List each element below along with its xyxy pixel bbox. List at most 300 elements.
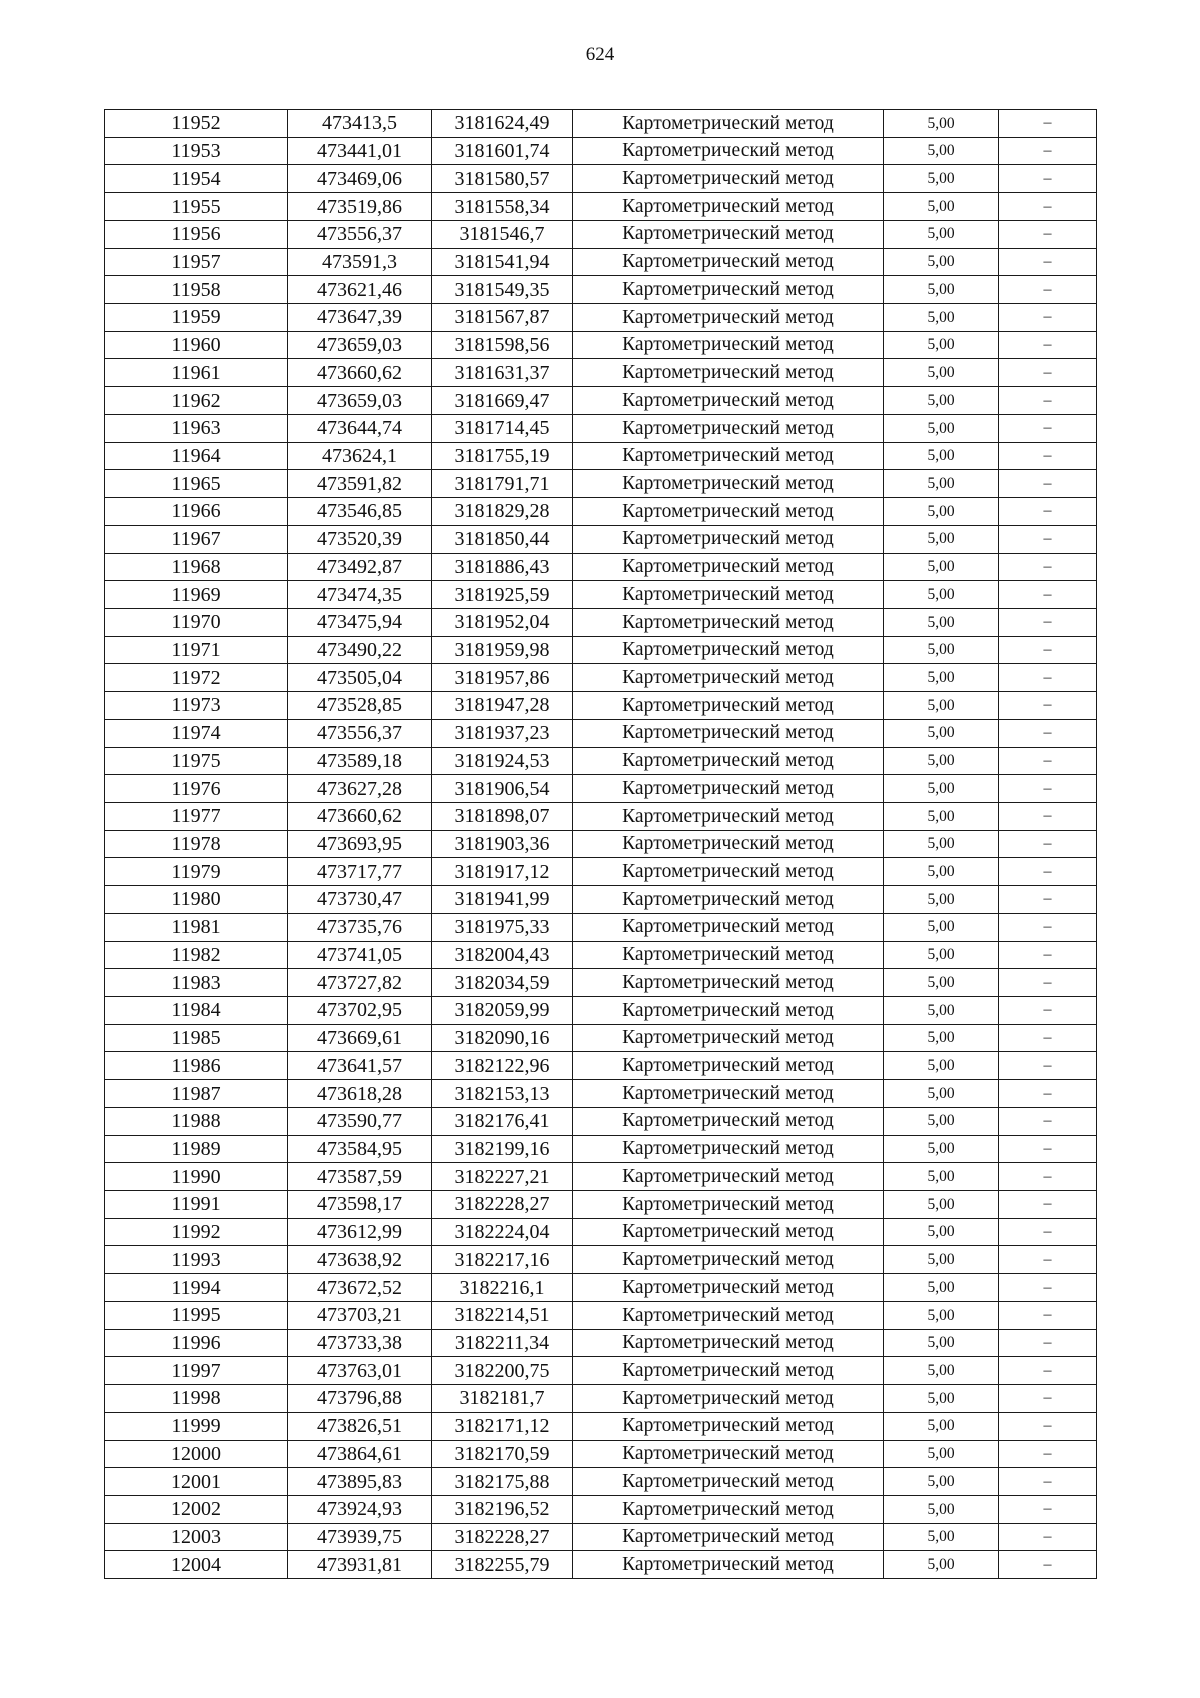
point-number-cell: 11990: [105, 1163, 288, 1191]
note-cell: –: [999, 941, 1097, 969]
accuracy-cell: 5,00: [884, 802, 999, 830]
y-coordinate-cell: 3182228,27: [432, 1523, 573, 1551]
y-coordinate-cell: 3181755,19: [432, 442, 573, 470]
point-number-cell: 11960: [105, 331, 288, 359]
accuracy-cell: 5,00: [884, 553, 999, 581]
accuracy-cell: 5,00: [884, 692, 999, 720]
method-cell: Картометрический метод: [573, 747, 884, 775]
method-cell: Картометрический метод: [573, 1218, 884, 1246]
method-cell: Картометрический метод: [573, 193, 884, 221]
y-coordinate-cell: 3181952,04: [432, 608, 573, 636]
point-number-cell: 11984: [105, 997, 288, 1025]
note-cell: –: [999, 1357, 1097, 1385]
table-row: [105, 276, 1097, 304]
method-cell: Картометрический метод: [573, 304, 884, 332]
accuracy-cell: 5,00: [884, 886, 999, 914]
note-cell: –: [999, 1385, 1097, 1413]
y-coordinate-cell: 3182170,59: [432, 1440, 573, 1468]
table-row: [105, 553, 1097, 581]
accuracy-cell: 5,00: [884, 1135, 999, 1163]
method-cell: Картометрический метод: [573, 1357, 884, 1385]
x-coordinate-cell: 473924,93: [288, 1495, 432, 1523]
x-coordinate-cell: 473591,3: [288, 248, 432, 276]
y-coordinate-cell: 3182255,79: [432, 1551, 573, 1579]
y-coordinate-cell: 3181925,59: [432, 581, 573, 609]
table-row: [105, 830, 1097, 858]
method-cell: Картометрический метод: [573, 110, 884, 138]
note-cell: –: [999, 304, 1097, 332]
x-coordinate-cell: 473703,21: [288, 1301, 432, 1329]
table-row: [105, 1107, 1097, 1135]
accuracy-cell: 5,00: [884, 525, 999, 553]
accuracy-cell: 5,00: [884, 1329, 999, 1357]
x-coordinate-cell: 473641,57: [288, 1052, 432, 1080]
y-coordinate-cell: 3181886,43: [432, 553, 573, 581]
x-coordinate-cell: 473556,37: [288, 220, 432, 248]
note-cell: –: [999, 1551, 1097, 1579]
x-coordinate-cell: 473826,51: [288, 1412, 432, 1440]
method-cell: Картометрический метод: [573, 331, 884, 359]
y-coordinate-cell: 3181624,49: [432, 110, 573, 138]
table-row: [105, 1246, 1097, 1274]
note-cell: –: [999, 802, 1097, 830]
table-row: [105, 165, 1097, 193]
point-number-cell: 11973: [105, 692, 288, 720]
y-coordinate-cell: 3182227,21: [432, 1163, 573, 1191]
x-coordinate-cell: 473895,83: [288, 1468, 432, 1496]
y-coordinate-cell: 3181541,94: [432, 248, 573, 276]
x-coordinate-cell: 473621,46: [288, 276, 432, 304]
accuracy-cell: 5,00: [884, 581, 999, 609]
x-coordinate-cell: 473475,94: [288, 608, 432, 636]
table-row: [105, 525, 1097, 553]
table-row: [105, 1052, 1097, 1080]
accuracy-cell: 5,00: [884, 1024, 999, 1052]
table-row: [105, 719, 1097, 747]
note-cell: –: [999, 359, 1097, 387]
point-number-cell: 11957: [105, 248, 288, 276]
x-coordinate-cell: 473591,82: [288, 470, 432, 498]
x-coordinate-cell: 473660,62: [288, 359, 432, 387]
method-cell: Картометрический метод: [573, 775, 884, 803]
accuracy-cell: 5,00: [884, 1274, 999, 1302]
method-cell: Картометрический метод: [573, 886, 884, 914]
accuracy-cell: 5,00: [884, 387, 999, 415]
x-coordinate-cell: 473590,77: [288, 1107, 432, 1135]
table-row: [105, 1301, 1097, 1329]
note-cell: –: [999, 775, 1097, 803]
accuracy-cell: 5,00: [884, 248, 999, 276]
point-number-cell: 12000: [105, 1440, 288, 1468]
table-row: [105, 913, 1097, 941]
y-coordinate-cell: 3182199,16: [432, 1135, 573, 1163]
y-coordinate-cell: 3181601,74: [432, 137, 573, 165]
point-number-cell: 11964: [105, 442, 288, 470]
point-number-cell: 11974: [105, 719, 288, 747]
table-row: [105, 802, 1097, 830]
accuracy-cell: 5,00: [884, 276, 999, 304]
method-cell: Картометрический метод: [573, 1468, 884, 1496]
method-cell: Картометрический метод: [573, 1412, 884, 1440]
method-cell: Картометрический метод: [573, 1024, 884, 1052]
table-row: [105, 886, 1097, 914]
table-row: [105, 608, 1097, 636]
point-number-cell: 11966: [105, 498, 288, 526]
note-cell: –: [999, 165, 1097, 193]
accuracy-cell: 5,00: [884, 193, 999, 221]
table-row: [105, 1135, 1097, 1163]
accuracy-cell: 5,00: [884, 1440, 999, 1468]
accuracy-cell: 5,00: [884, 110, 999, 138]
table-row: [105, 1163, 1097, 1191]
point-number-cell: 11954: [105, 165, 288, 193]
point-number-cell: 11971: [105, 636, 288, 664]
y-coordinate-cell: 3182216,1: [432, 1274, 573, 1302]
note-cell: –: [999, 636, 1097, 664]
table-body: [105, 110, 1097, 1579]
table-row: [105, 220, 1097, 248]
note-cell: –: [999, 1246, 1097, 1274]
table-row: [105, 692, 1097, 720]
note-cell: –: [999, 553, 1097, 581]
x-coordinate-cell: 473763,01: [288, 1357, 432, 1385]
method-cell: Картометрический метод: [573, 1440, 884, 1468]
table-row: [105, 1274, 1097, 1302]
method-cell: Картометрический метод: [573, 1495, 884, 1523]
x-coordinate-cell: 473618,28: [288, 1080, 432, 1108]
y-coordinate-cell: 3181941,99: [432, 886, 573, 914]
y-coordinate-cell: 3181947,28: [432, 692, 573, 720]
note-cell: –: [999, 1440, 1097, 1468]
x-coordinate-cell: 473587,59: [288, 1163, 432, 1191]
note-cell: –: [999, 1218, 1097, 1246]
table-row: [105, 387, 1097, 415]
table-row: [105, 304, 1097, 332]
x-coordinate-cell: 473519,86: [288, 193, 432, 221]
table-row: [105, 1357, 1097, 1385]
note-cell: –: [999, 331, 1097, 359]
accuracy-cell: 5,00: [884, 1357, 999, 1385]
x-coordinate-cell: 473730,47: [288, 886, 432, 914]
point-number-cell: 12001: [105, 1468, 288, 1496]
accuracy-cell: 5,00: [884, 1052, 999, 1080]
method-cell: Картометрический метод: [573, 1301, 884, 1329]
note-cell: –: [999, 1107, 1097, 1135]
method-cell: Картометрический метод: [573, 137, 884, 165]
method-cell: Картометрический метод: [573, 1551, 884, 1579]
point-number-cell: 11968: [105, 553, 288, 581]
table-row: [105, 747, 1097, 775]
y-coordinate-cell: 3181906,54: [432, 775, 573, 803]
note-cell: –: [999, 1523, 1097, 1551]
point-number-cell: 11962: [105, 387, 288, 415]
x-coordinate-cell: 473589,18: [288, 747, 432, 775]
point-number-cell: 12003: [105, 1523, 288, 1551]
method-cell: Картометрический метод: [573, 581, 884, 609]
y-coordinate-cell: 3182004,43: [432, 941, 573, 969]
point-number-cell: 11959: [105, 304, 288, 332]
x-coordinate-cell: 473469,06: [288, 165, 432, 193]
note-cell: –: [999, 1468, 1097, 1496]
y-coordinate-cell: 3182214,51: [432, 1301, 573, 1329]
point-number-cell: 11995: [105, 1301, 288, 1329]
x-coordinate-cell: 473727,82: [288, 969, 432, 997]
accuracy-cell: 5,00: [884, 747, 999, 775]
table-row: [105, 1191, 1097, 1219]
table-row: [105, 858, 1097, 886]
table-row: [105, 664, 1097, 692]
table-row: [105, 414, 1097, 442]
accuracy-cell: 5,00: [884, 636, 999, 664]
point-number-cell: 11999: [105, 1412, 288, 1440]
table-row: [105, 1412, 1097, 1440]
x-coordinate-cell: 473627,28: [288, 775, 432, 803]
x-coordinate-cell: 473441,01: [288, 137, 432, 165]
y-coordinate-cell: 3181829,28: [432, 498, 573, 526]
accuracy-cell: 5,00: [884, 1191, 999, 1219]
x-coordinate-cell: 473598,17: [288, 1191, 432, 1219]
point-number-cell: 11970: [105, 608, 288, 636]
x-coordinate-cell: 473660,62: [288, 802, 432, 830]
accuracy-cell: 5,00: [884, 1080, 999, 1108]
method-cell: Картометрический метод: [573, 969, 884, 997]
accuracy-cell: 5,00: [884, 1301, 999, 1329]
accuracy-cell: 5,00: [884, 1523, 999, 1551]
x-coordinate-cell: 473693,95: [288, 830, 432, 858]
accuracy-cell: 5,00: [884, 1412, 999, 1440]
point-number-cell: 11952: [105, 110, 288, 138]
y-coordinate-cell: 3182090,16: [432, 1024, 573, 1052]
accuracy-cell: 5,00: [884, 137, 999, 165]
note-cell: –: [999, 1495, 1097, 1523]
point-number-cell: 11986: [105, 1052, 288, 1080]
method-cell: Картометрический метод: [573, 498, 884, 526]
note-cell: –: [999, 858, 1097, 886]
accuracy-cell: 5,00: [884, 1385, 999, 1413]
point-number-cell: 11997: [105, 1357, 288, 1385]
y-coordinate-cell: 3182059,99: [432, 997, 573, 1025]
note-cell: –: [999, 1052, 1097, 1080]
y-coordinate-cell: 3182034,59: [432, 969, 573, 997]
point-number-cell: 11982: [105, 941, 288, 969]
x-coordinate-cell: 473702,95: [288, 997, 432, 1025]
x-coordinate-cell: 473647,39: [288, 304, 432, 332]
point-number-cell: 11967: [105, 525, 288, 553]
x-coordinate-cell: 473505,04: [288, 664, 432, 692]
table-row: [105, 997, 1097, 1025]
note-cell: –: [999, 1301, 1097, 1329]
accuracy-cell: 5,00: [884, 858, 999, 886]
method-cell: Картометрический метод: [573, 414, 884, 442]
method-cell: Картометрический метод: [573, 941, 884, 969]
table-row: [105, 1468, 1097, 1496]
point-number-cell: 11987: [105, 1080, 288, 1108]
point-number-cell: 11975: [105, 747, 288, 775]
y-coordinate-cell: 3182122,96: [432, 1052, 573, 1080]
accuracy-cell: 5,00: [884, 1495, 999, 1523]
method-cell: Картометрический метод: [573, 220, 884, 248]
x-coordinate-cell: 473528,85: [288, 692, 432, 720]
table-row: [105, 1523, 1097, 1551]
x-coordinate-cell: 473490,22: [288, 636, 432, 664]
note-cell: –: [999, 137, 1097, 165]
y-coordinate-cell: 3181580,57: [432, 165, 573, 193]
table-row: [105, 775, 1097, 803]
y-coordinate-cell: 3181631,37: [432, 359, 573, 387]
method-cell: Картометрический метод: [573, 1246, 884, 1274]
method-cell: Картометрический метод: [573, 1080, 884, 1108]
accuracy-cell: 5,00: [884, 359, 999, 387]
method-cell: Картометрический метод: [573, 1163, 884, 1191]
method-cell: Картометрический метод: [573, 442, 884, 470]
y-coordinate-cell: 3182224,04: [432, 1218, 573, 1246]
method-cell: Картометрический метод: [573, 830, 884, 858]
method-cell: Картометрический метод: [573, 387, 884, 415]
accuracy-cell: 5,00: [884, 1163, 999, 1191]
note-cell: –: [999, 913, 1097, 941]
note-cell: –: [999, 276, 1097, 304]
method-cell: Картометрический метод: [573, 248, 884, 276]
note-cell: –: [999, 1329, 1097, 1357]
accuracy-cell: 5,00: [884, 1246, 999, 1274]
point-number-cell: 11988: [105, 1107, 288, 1135]
table-row: [105, 1329, 1097, 1357]
y-coordinate-cell: 3182211,34: [432, 1329, 573, 1357]
y-coordinate-cell: 3181549,35: [432, 276, 573, 304]
accuracy-cell: 5,00: [884, 414, 999, 442]
x-coordinate-cell: 473735,76: [288, 913, 432, 941]
note-cell: –: [999, 470, 1097, 498]
method-cell: Картометрический метод: [573, 359, 884, 387]
x-coordinate-cell: 473659,03: [288, 387, 432, 415]
accuracy-cell: 5,00: [884, 1468, 999, 1496]
x-coordinate-cell: 473733,38: [288, 1329, 432, 1357]
note-cell: –: [999, 1412, 1097, 1440]
y-coordinate-cell: 3181898,07: [432, 802, 573, 830]
x-coordinate-cell: 473864,61: [288, 1440, 432, 1468]
page-number: 624: [585, 44, 615, 65]
table-row: [105, 193, 1097, 221]
table-row: [105, 498, 1097, 526]
note-cell: –: [999, 498, 1097, 526]
y-coordinate-cell: 3181917,12: [432, 858, 573, 886]
accuracy-cell: 5,00: [884, 331, 999, 359]
point-number-cell: 11969: [105, 581, 288, 609]
table-row: [105, 1024, 1097, 1052]
point-number-cell: 11980: [105, 886, 288, 914]
note-cell: –: [999, 581, 1097, 609]
accuracy-cell: 5,00: [884, 664, 999, 692]
note-cell: –: [999, 664, 1097, 692]
note-cell: –: [999, 248, 1097, 276]
x-coordinate-cell: 473520,39: [288, 525, 432, 553]
y-coordinate-cell: 3182196,52: [432, 1495, 573, 1523]
table-row: [105, 1495, 1097, 1523]
point-number-cell: 11961: [105, 359, 288, 387]
table-row: [105, 1551, 1097, 1579]
accuracy-cell: 5,00: [884, 969, 999, 997]
note-cell: –: [999, 692, 1097, 720]
note-cell: –: [999, 1191, 1097, 1219]
note-cell: –: [999, 193, 1097, 221]
table-row: [105, 110, 1097, 138]
accuracy-cell: 5,00: [884, 830, 999, 858]
note-cell: –: [999, 1135, 1097, 1163]
x-coordinate-cell: 473413,5: [288, 110, 432, 138]
x-coordinate-cell: 473474,35: [288, 581, 432, 609]
point-number-cell: 11991: [105, 1191, 288, 1219]
y-coordinate-cell: 3181975,33: [432, 913, 573, 941]
point-number-cell: 11972: [105, 664, 288, 692]
point-number-cell: 11993: [105, 1246, 288, 1274]
y-coordinate-cell: 3181669,47: [432, 387, 573, 415]
y-coordinate-cell: 3181791,71: [432, 470, 573, 498]
method-cell: Картометрический метод: [573, 719, 884, 747]
y-coordinate-cell: 3181546,7: [432, 220, 573, 248]
method-cell: Картометрический метод: [573, 1052, 884, 1080]
x-coordinate-cell: 473669,61: [288, 1024, 432, 1052]
table-row: [105, 248, 1097, 276]
point-number-cell: 11953: [105, 137, 288, 165]
note-cell: –: [999, 220, 1097, 248]
x-coordinate-cell: 473672,52: [288, 1274, 432, 1302]
accuracy-cell: 5,00: [884, 304, 999, 332]
x-coordinate-cell: 473584,95: [288, 1135, 432, 1163]
point-number-cell: 11965: [105, 470, 288, 498]
method-cell: Картометрический метод: [573, 165, 884, 193]
note-cell: –: [999, 830, 1097, 858]
x-coordinate-cell: 473659,03: [288, 331, 432, 359]
method-cell: Картометрический метод: [573, 608, 884, 636]
method-cell: Картометрический метод: [573, 636, 884, 664]
y-coordinate-cell: 3181598,56: [432, 331, 573, 359]
accuracy-cell: 5,00: [884, 220, 999, 248]
table-row: [105, 941, 1097, 969]
method-cell: Картометрический метод: [573, 1274, 884, 1302]
y-coordinate-cell: 3182228,27: [432, 1191, 573, 1219]
method-cell: Картометрический метод: [573, 858, 884, 886]
accuracy-cell: 5,00: [884, 997, 999, 1025]
y-coordinate-cell: 3182217,16: [432, 1246, 573, 1274]
method-cell: Картометрический метод: [573, 1523, 884, 1551]
table-row: [105, 1080, 1097, 1108]
point-number-cell: 11992: [105, 1218, 288, 1246]
method-cell: Картометрический метод: [573, 664, 884, 692]
accuracy-cell: 5,00: [884, 1218, 999, 1246]
x-coordinate-cell: 473741,05: [288, 941, 432, 969]
x-coordinate-cell: 473638,92: [288, 1246, 432, 1274]
method-cell: Картометрический метод: [573, 1329, 884, 1357]
point-number-cell: 11979: [105, 858, 288, 886]
accuracy-cell: 5,00: [884, 498, 999, 526]
method-cell: Картометрический метод: [573, 1107, 884, 1135]
method-cell: Картометрический метод: [573, 1385, 884, 1413]
note-cell: –: [999, 886, 1097, 914]
coordinates-table: [104, 109, 1097, 1579]
y-coordinate-cell: 3181714,45: [432, 414, 573, 442]
x-coordinate-cell: 473644,74: [288, 414, 432, 442]
accuracy-cell: 5,00: [884, 941, 999, 969]
x-coordinate-cell: 473796,88: [288, 1385, 432, 1413]
accuracy-cell: 5,00: [884, 913, 999, 941]
point-number-cell: 11996: [105, 1329, 288, 1357]
table-row: [105, 470, 1097, 498]
point-number-cell: 11998: [105, 1385, 288, 1413]
y-coordinate-cell: 3181959,98: [432, 636, 573, 664]
y-coordinate-cell: 3181567,87: [432, 304, 573, 332]
method-cell: Картометрический метод: [573, 470, 884, 498]
point-number-cell: 12004: [105, 1551, 288, 1579]
